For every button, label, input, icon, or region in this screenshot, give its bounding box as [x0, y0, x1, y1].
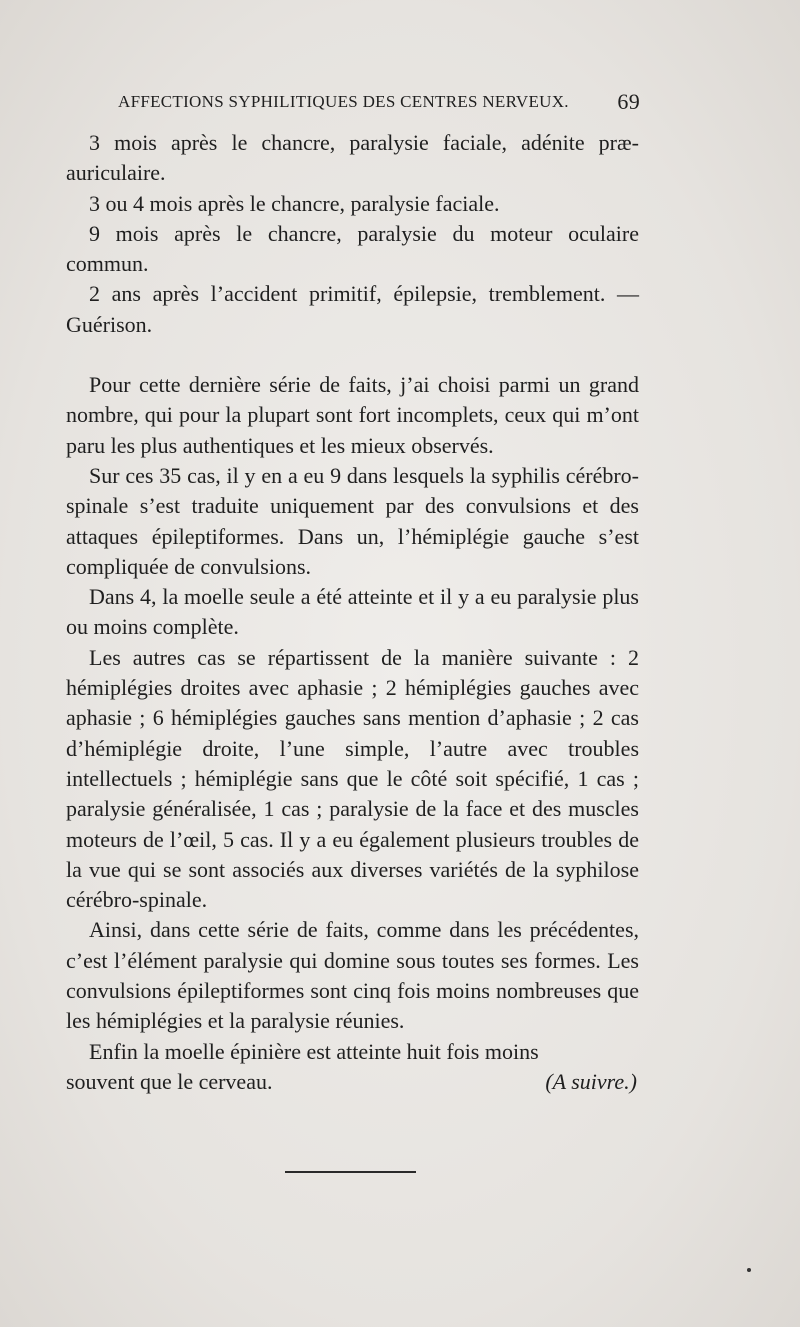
paragraph-convulsions: Sur ces 35 cas, il y en a eu 9 dans lesquels la syphilis cérébro-spinale s’est traduite uniquement par des convulsions et des attaques épileptiformes. Dans un, l’hémiplégie gauche s’est compliquée de convulsions. [66, 462, 639, 579]
continuation-note: (A suivre.) [545, 1068, 637, 1094]
page-header [118, 89, 640, 122]
page-number: 69 [617, 89, 640, 114]
running-title: AFFECTIONS SYPHILITIQUES DES CENTRES NERVEUX. [118, 92, 569, 111]
section-divider [285, 1171, 416, 1173]
closing-line [66, 1067, 639, 1097]
paragraph-case-1: 3 mois après le chancre, paralysie faciale, adénite præ-auriculaire. [66, 130, 639, 186]
printer-mark [747, 1268, 751, 1272]
paragraph-intro: Pour cette dernière série de faits, j’ai choisi parmi un grand nombre, qui pour la plupart sont fort incomplets, ceux qui m’ont paru les plus authentiques et les mieux observés. [66, 372, 639, 458]
paragraph-moelle: Dans 4, la moelle seule a été atteinte et il y a eu paralysie plus ou moins complète. [66, 584, 639, 640]
paragraph-case-2: 3 ou 4 mois après le chancre, paralysie faciale. [89, 190, 500, 216]
paragraph-repartition: Les autres cas se répartissent de la manière suivante : 2 hémiplégies droites avec aphasie ; 2 hémiplégies gauches avec aphasie ; 6 hémiplégies gauches sans mention d’aphasie ; 2 cas d’hémiplégie droite, l’une simple, l’autre avec troubles intellectuels ; hémiplégie sans que le côté soit spécifié, 1 cas ; paralysie généralisée, 1 cas ; paralysie de la face et des muscles moteurs de l’œil, 5 cas. Il y a eu également plusieurs troubles de la vue qui se sont associés aux diverses variétés de la syphilose cérébro-spinale. [66, 644, 639, 913]
closing-text: souvent que le cerveau. [66, 1068, 273, 1094]
body-text [66, 128, 639, 1097]
paragraph-ainsi: Ainsi, dans cette série de faits, comme dans les précédentes, c’est l’élément paralysie qui domine sous toutes ses formes. Les convulsions épileptiformes sont cinq fois moins nombreuses que les hémiplégies et la paralysie réunies. [66, 917, 639, 1034]
paragraph-case-3: 9 mois après le chancre, paralysie du moteur oculaire commun. [66, 220, 639, 277]
paragraph-case-4: 2 ans après l’accident primitif, épilepsie, tremblement. — Guérison. [66, 281, 639, 337]
paragraph-enfin: Enfin la moelle épinière est atteinte huit fois moins [89, 1038, 539, 1064]
